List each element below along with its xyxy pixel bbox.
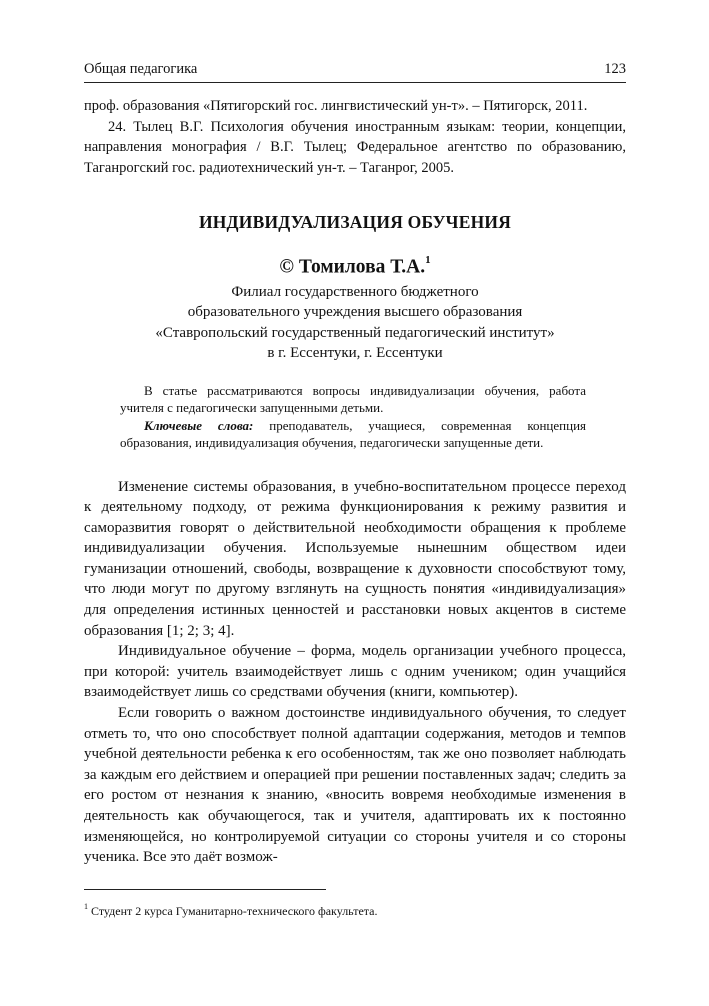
keywords xyxy=(120,417,586,452)
body-paragraph: Изменение системы образования, в учебно-воспитательном процессе переход к деятельному подходу, от режима функционирования к режиму развития и саморазвития говорят о действительной необходимости обращения к проблеме индивидуализации обучения. Используемые нынешним обществом идеи гуманизации отношений, свободы, возвращение к духовности способствуют тому, что люди могут по другому взглянуть на сущность понятия «индивидуализация» для определения истинных ценностей и расстановки новых акцентов в системе образования [1; 2; 3; 4]. xyxy=(84,478,626,639)
page-number: 123 xyxy=(604,61,626,77)
affiliation-line: «Ставропольский государственный педагогический институт» xyxy=(155,324,555,341)
reference-item: проф. образования «Пятигорский гос. лингвистический ун-т». – Пятигорск, 2011. xyxy=(84,98,588,114)
keywords-label: Ключевые слова: xyxy=(144,417,254,433)
footnote-rule xyxy=(84,889,326,890)
footnote xyxy=(84,900,626,919)
footnote-text: Студент 2 курса Гуманитарно-технического факультета. xyxy=(91,904,378,918)
affiliation xyxy=(84,282,626,364)
reference-item: 24. Тылец В.Г. Психология обучения иностранным языкам: теории, концепции, направления монография / В.Г. Тылец; Федеральное агентство по образованию, Таганрогский гос. радиотехнический ун-т. – Таганрог, 2005. xyxy=(84,118,626,176)
article-title: ИНДИВИДУАЛИЗАЦИЯ ОБУЧЕНИЯ xyxy=(198,212,512,232)
body-paragraph: Индивидуальное обучение – форма, модель организации учебного процесса, при которой: учитель взаимодействует лишь с одним учеником; один учащийся взаимодействует лишь со средствами обучения (книги, компьютер). xyxy=(84,643,626,701)
keywords-list: преподаватель, учащиеся, современная концепция образования, индивидуализация обучения, педагогически запущенные дети. xyxy=(120,417,587,450)
author-footnote-mark: 1 xyxy=(425,254,431,266)
author-line xyxy=(84,250,626,280)
affiliation-line: Филиал государственного бюджетного xyxy=(231,283,479,300)
article-body xyxy=(84,477,626,868)
page-content xyxy=(84,96,626,868)
reference-list-tail xyxy=(84,96,626,178)
affiliation-line: образовательного учреждения высшего образования xyxy=(187,304,523,320)
footnote-mark: 1 xyxy=(84,902,88,911)
affiliation-line: в г. Ессентуки, г. Ессентуки xyxy=(267,345,443,361)
body-paragraph: Если говорить о важном достоинстве индивидуального обучения, то следует отметь то, что оно способствует полной адаптации содержания, методов и темпов учебной деятельности ребенка к его особенностям, так же оно позволяет наблюдать за каждым его действием и операцией при решении поставленных задач; следить за его ростом от незнания к знанию, «вносить вовремя необходимые изменения в деятельность как обучающегося, так и учителя, адаптировать их к постоянно изменяющейся, но контролируемой ситуации со стороны учителя и со стороны ученика. Все это даёт возмож- xyxy=(84,705,626,866)
abstract-block xyxy=(120,382,586,452)
author-name: © Томилова Т.А. xyxy=(279,256,426,278)
header-rule xyxy=(84,82,626,83)
abstract-text: В статье рассматриваются вопросы индивидуализации обучения, работа учителя с педагогически запущенными детьми. xyxy=(120,382,586,415)
section-name: Общая педагогика xyxy=(84,61,198,77)
